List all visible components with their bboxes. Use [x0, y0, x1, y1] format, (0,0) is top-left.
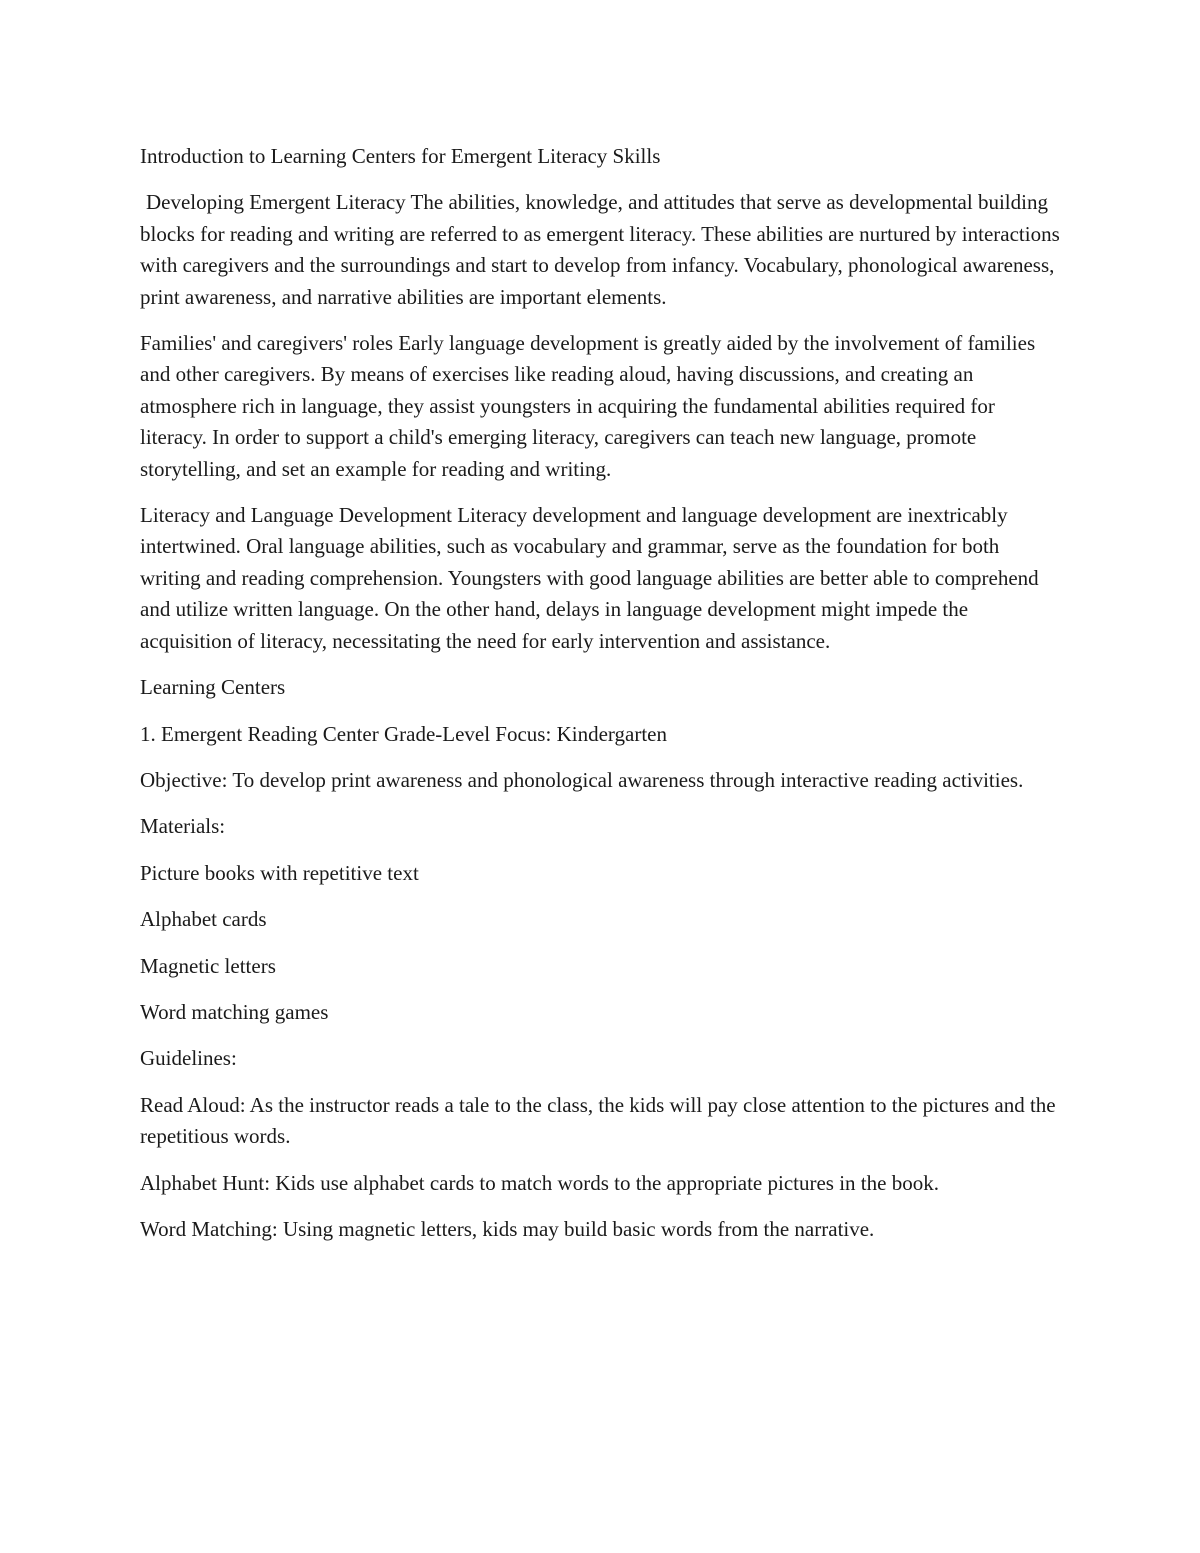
center-1-heading: 1. Emergent Reading Center Grade-Level Focus: Kindergarten: [140, 721, 667, 746]
material-item: Magnetic letters: [140, 953, 276, 978]
guidelines-heading: Guidelines:: [140, 1046, 237, 1071]
material-item: Word matching games: [140, 999, 329, 1024]
guideline-item: Alphabet Hunt: Kids use alphabet cards to match words to the appropriate pictures in the book.: [140, 1170, 939, 1195]
guideline-item: Word Matching: Using magnetic letters, kids may build basic words from the narrative.: [140, 1216, 875, 1241]
paragraph-literacy-language: Literacy and Language Development Literacy development and language development are inextricably intertwined. Oral language abilities, such as vocabulary and grammar, serve as the foundation for both writing and reading comprehension. Youngsters with good language abilities are better able to comprehend and utilize written language. On the other hand, delays in language development might impede the acquisition of literacy, necessitating the need for early intervention and assistance.: [140, 503, 1039, 653]
document-body: [140, 141, 1065, 1260]
material-item: Picture books with repetitive text: [140, 860, 419, 885]
learning-centers-heading: Learning Centers: [140, 675, 286, 700]
objective-text: Objective: To develop print awareness and phonological awareness through interactive reading activities.: [140, 767, 1024, 792]
materials-heading: Materials:: [140, 814, 226, 839]
material-item: Alphabet cards: [140, 907, 267, 932]
paragraph-caregivers-roles: Families' and caregivers' roles Early language development is greatly aided by the involvement of families and other caregivers. By means of exercises like reading aloud, having discussions, and creating an atmosphere rich in language, they assist youngsters in acquiring the fundamental abilities required for literacy. In order to support a child's emerging literacy, caregivers can teach new language, promote storytelling, and set an example for reading and writing.: [140, 331, 1036, 481]
document-title: Introduction to Learning Centers for Emergent Literacy Skills: [140, 144, 661, 168]
paragraph-emergent-literacy: Developing Emergent Literacy The abilities, knowledge, and attitudes that serve as developmental building blocks for reading and writing are referred to as emergent literacy. These abilities are nurtured by interactions with caregivers and the surroundings and start to develop from infancy. Vocabulary, phonological awareness, print awareness, and narrative abilities are important elements.: [140, 190, 1060, 309]
guideline-item: Read Aloud: As the instructor reads a tale to the class, the kids will pay close attention to the pictures and the repetitious words.: [140, 1092, 1056, 1149]
